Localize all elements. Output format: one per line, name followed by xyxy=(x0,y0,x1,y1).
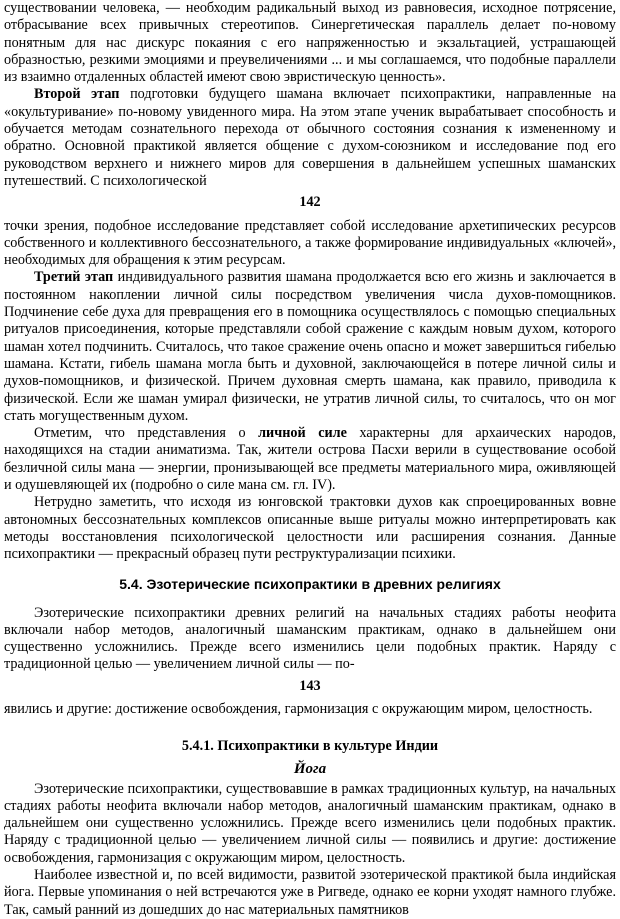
paragraph-traditional-cultures: Эзотерические психопрактики, существовавшие в рамках традиционных культур, на начальных стадиях работы неофита включали набор методов, аналогичный шаманским практикам, однако в дальнейшем они существенно усложнились. Прежде всего изменились цели подобных практик. Наряду с традиционной целью — увеличением личной силы — появились и другие: достижение освобождения, гармонизация с окружающим миром, целостность. xyxy=(4,780,616,866)
subheading-yoga: Йога xyxy=(293,760,327,777)
bold-term-second-stage: Второй этап xyxy=(34,86,120,103)
page-number-142: 142 xyxy=(299,194,321,211)
paragraph-personal-power xyxy=(4,425,616,494)
paragraph-third-stage xyxy=(4,269,616,425)
bold-term-third-stage: Третий этап xyxy=(34,269,114,286)
paragraph-jungian-interpretation: Нетрудно заметить, что исходя из юнговской трактовки духов как спроецированных вовне автономных бессознательных комплексов описанные выше ритуалы можно интерпретировать как методы восстановления психологической целостности или расширения сознания. Данные психопрактики — прекрасный образец пути реструктурализации психики. xyxy=(4,494,616,563)
document-page xyxy=(4,0,616,919)
page-number-143: 143 xyxy=(299,677,321,694)
bold-term-personal-power: личной силе xyxy=(258,425,347,442)
paragraph-second-stage xyxy=(4,86,616,190)
paragraph-synergetic-parallel: существовании человека, — необходим радикальный выход из равновесия, исходное потрясение, отбрасывание всех привычных стереотипов. Синергетическая параллель делает по-новому понятным для нас дискурс покаяния с его напряженностью и экзальтацией, устрашающей образностью, резкими эмоциями и преувеличениями ... и мы соглашаемся, что подобные параллели из взаимно отдаленных областей имеют свою эвристическую ценность». xyxy=(4,0,616,86)
paragraph-third-stage-text: индивидуального развития шамана продолжается всю его жизнь и заключается в постоянном накоплении личной силы посредством увеличения числа духов-помощников. Подчинение себе духа для превращения его в помощника осуществлялось с помощью специальных ритуалов присоединения, которые представляли собой сражение с каждым новым духом, которого шаман хотел подчинить. Считалось, что такое сражение очень опасно и может завершиться гибелью шамана. Кстати, гибель шамана могла быть и духовной, заключающейся в потере личной силы и духов-помощников, и физической. Причем духовная смерть шамана, как правило, приводила к физической. Если же шаман умирал физически, не утратив личной силы, то считалось, что он мог стать могущественным духом. xyxy=(4,269,616,424)
paragraph-indian-yoga: Наиболее известной и, по всей видимости, развитой эзотерической практикой была индийская йога. Первые упоминания о ней встречаются уже в Ригведе, однако ее корни уходят намного глубже. Так, самый ранний из дошедших до нас материальных памятников xyxy=(4,867,616,918)
paragraph-personal-power-start: Отметим, что представления о xyxy=(34,425,259,442)
section-heading-5-4: 5.4. Эзотерические психопрактики в древних религиях xyxy=(119,575,501,592)
paragraph-ancient-religions: Эзотерические психопрактики древних религий на начальных стадиях работы неофита включали набор методов, аналогичный шаманским практикам, однако в дальнейшем они существенно усложнились. Прежде всего изменились цели подобных практик. Наряду с традиционной целью — увеличением личной силы — по- xyxy=(4,604,616,673)
paragraph-other-goals: явились и другие: достижение освобождения, гармонизация с окружающим миром, целостность. xyxy=(4,700,593,717)
section-heading-5-4-1: 5.4.1. Психопрактики в культуре Индии xyxy=(181,738,439,755)
paragraph-second-stage-text: подготовки будущего шамана включает психопрактики, направленные на «окультуривание» по-новому увиденного мира. На этом этапе ученик вырабатывает способность и обучается методам сознательного перехода от обычного состояния сознания к измененному и обратно. Основной практикой является общение с духом-союзником и исследование под его руководством верхнего и нижнего миров для совершения в дальнейшем успешных шаманских путешествий. С психологической xyxy=(4,86,616,189)
paragraph-archetypal-resources: точки зрения, подобное исследование представляет собой исследование архетипических ресурсов собственного и коллективного бессознательного, а также формирование индивидуальных «ключей», необходимых для обращения к этим ресурсам. xyxy=(4,217,616,269)
paragraph-personal-power-text: характерны для архаических народов, находящихся на стадии аниматизма. Так, жители острова Пасхи верили в существование особой безличной силы мана — энергии, пронизывающей все предметы материального мира, оживляющей и одушевляющей их (подробно о силе мана см. гл. IV). xyxy=(4,425,616,494)
